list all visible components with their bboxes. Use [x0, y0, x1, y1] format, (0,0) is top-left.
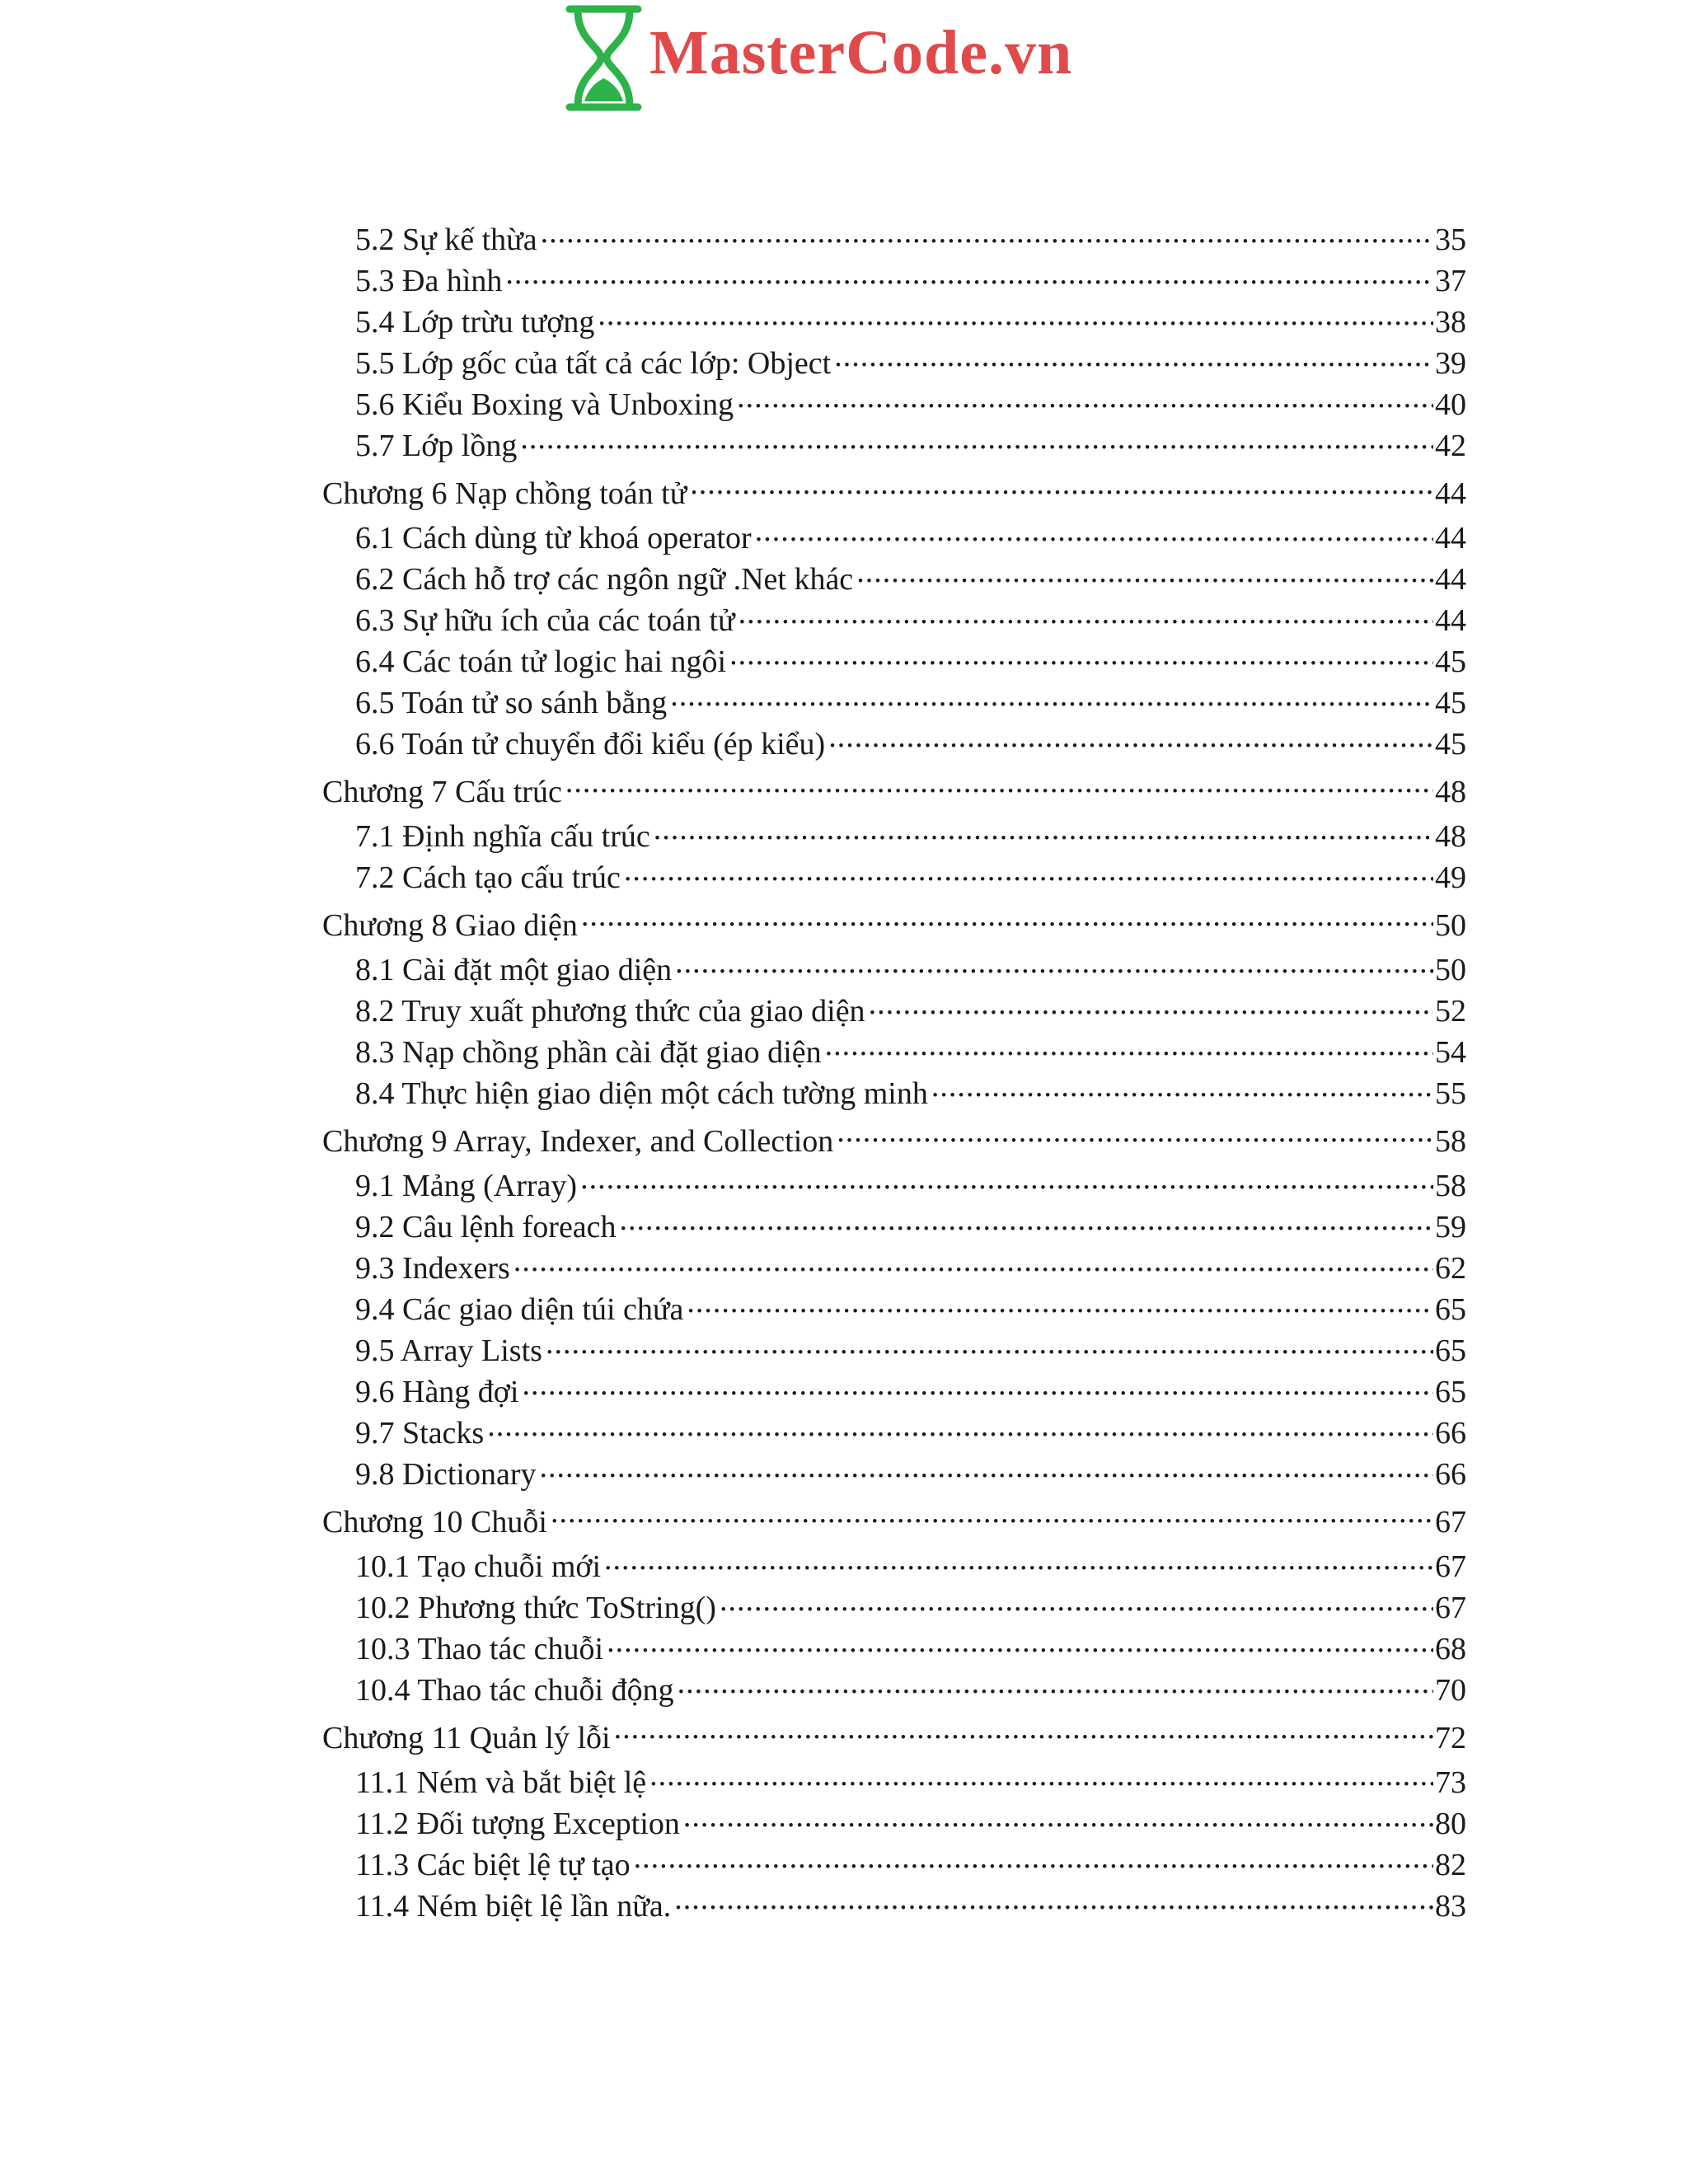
toc-entry-page-number: 44 [1435, 603, 1466, 638]
toc-section-entry[interactable] [322, 424, 1466, 466]
toc-entry-page-number: 44 [1435, 562, 1466, 597]
toc-entry-title: 9.4 Các giao diện túi chứa [355, 1292, 684, 1327]
toc-chapter-entry[interactable] [322, 1710, 1466, 1761]
toc-section-entry[interactable] [322, 1669, 1466, 1710]
toc-entry-title: 9.5 Array Lists [355, 1333, 542, 1368]
toc-entry-page-number: 66 [1435, 1416, 1466, 1451]
dot-leader [674, 1885, 1433, 1916]
toc-entry-title: 9.7 Stacks [355, 1416, 485, 1451]
toc-entry-title: 11.1 Ném và bắt biệt lệ [355, 1765, 647, 1800]
toc-chapter-entry[interactable] [322, 898, 1466, 949]
toc-entry-page-number: 55 [1435, 1076, 1466, 1111]
dot-leader [678, 1669, 1433, 1700]
toc-entry-page-number: 39 [1435, 346, 1466, 381]
toc-section-entry[interactable] [322, 1628, 1466, 1669]
toc-entry-title: 9.8 Dictionary [355, 1457, 537, 1492]
toc-section-entry[interactable] [322, 990, 1466, 1031]
toc-section-entry[interactable] [322, 1761, 1466, 1802]
dot-leader [614, 1717, 1433, 1748]
toc-chapter-entry[interactable] [322, 1113, 1466, 1165]
toc-entry-page-number: 58 [1435, 1169, 1466, 1203]
dot-leader [513, 1247, 1433, 1278]
toc-entry-page-number: 48 [1435, 819, 1466, 854]
dot-leader [720, 1586, 1433, 1618]
toc-entry-page-number: 50 [1435, 953, 1466, 987]
toc-entry-title: 6.4 Các toán tử logic hai ngôi [355, 644, 727, 679]
dot-leader [520, 424, 1433, 456]
toc-chapter-entry[interactable] [322, 1494, 1466, 1545]
toc-entry-title: 8.3 Nạp chồng phần cài đặt giao diện [355, 1035, 822, 1070]
table-of-contents [322, 218, 1466, 1926]
toc-entry-page-number: 45 [1435, 686, 1466, 720]
toc-entry-page-number: 45 [1435, 644, 1466, 679]
toc-entry-title: 10.3 Thao tác chuỗi [355, 1632, 604, 1666]
toc-entry-page-number: 58 [1435, 1124, 1466, 1159]
toc-entry-page-number: 37 [1435, 264, 1466, 298]
dot-leader [737, 383, 1433, 415]
dot-leader [487, 1412, 1433, 1443]
dot-leader [607, 1628, 1433, 1659]
site-logo [565, 0, 1072, 115]
dot-leader [522, 1371, 1433, 1402]
toc-section-entry[interactable] [322, 260, 1466, 301]
toc-section-entry[interactable] [322, 1453, 1466, 1494]
toc-entry-page-number: 65 [1435, 1375, 1466, 1409]
toc-entry-page-number: 67 [1435, 1549, 1466, 1584]
toc-section-entry[interactable] [322, 1371, 1466, 1412]
toc-section-entry[interactable] [322, 1165, 1466, 1206]
toc-section-entry[interactable] [322, 949, 1466, 990]
toc-chapter-entry[interactable] [322, 466, 1466, 517]
toc-entry-page-number: 67 [1435, 1505, 1466, 1540]
toc-entry-page-number: 44 [1435, 476, 1466, 511]
toc-entry-page-number: 49 [1435, 860, 1466, 895]
toc-entry-page-number: 48 [1435, 775, 1466, 809]
toc-entry-title: 6.5 Toán tử so sánh bằng [355, 686, 668, 720]
toc-section-entry[interactable] [322, 1586, 1466, 1628]
toc-entry-page-number: 44 [1435, 521, 1466, 555]
toc-section-entry[interactable] [322, 599, 1466, 640]
dot-leader [654, 815, 1433, 846]
toc-entry-title: 5.6 Kiểu Boxing và Unboxing [355, 387, 734, 422]
dot-leader [649, 1761, 1433, 1793]
toc-section-entry[interactable] [322, 301, 1466, 342]
toc-entry-title: 10.1 Tạo chuỗi mới [355, 1549, 602, 1584]
toc-section-entry[interactable] [322, 558, 1466, 599]
toc-entry-title: 5.3 Đa hình [355, 264, 503, 298]
toc-entry-page-number: 66 [1435, 1457, 1466, 1492]
toc-entry-title: 10.2 Phương thức ToString() [355, 1591, 716, 1625]
dot-leader [729, 640, 1433, 672]
dot-leader [828, 723, 1433, 754]
toc-entry-page-number: 70 [1435, 1673, 1466, 1708]
toc-entry-page-number: 35 [1435, 223, 1466, 257]
dot-leader [675, 949, 1433, 980]
dot-leader [551, 1501, 1433, 1532]
hourglass-icon [565, 2, 643, 114]
dot-leader [541, 218, 1433, 250]
toc-entry-page-number: 73 [1435, 1765, 1466, 1800]
toc-entry-page-number: 42 [1435, 429, 1466, 463]
toc-section-entry[interactable] [322, 218, 1466, 260]
toc-entry-title: 5.2 Sự kế thừa [355, 223, 537, 257]
toc-entry-title: 11.3 Các biệt lệ tự tạo [355, 1848, 631, 1882]
toc-section-entry[interactable] [322, 1247, 1466, 1288]
toc-entry-title: 5.7 Lớp lồng [355, 429, 518, 463]
toc-entry-page-number: 52 [1435, 994, 1466, 1029]
toc-entry-title: 5.4 Lớp trừu tượng [355, 305, 595, 340]
toc-entry-title: 11.2 Đối tượng Exception [355, 1807, 680, 1841]
toc-section-entry[interactable] [322, 856, 1466, 898]
toc-chapter-entry[interactable] [322, 764, 1466, 815]
toc-section-entry[interactable] [322, 1844, 1466, 1885]
toc-entry-page-number: 59 [1435, 1210, 1466, 1244]
dot-leader [540, 1453, 1433, 1484]
toc-entry-title: 6.3 Sự hữu ích của các toán tử [355, 603, 735, 638]
toc-section-entry[interactable] [322, 815, 1466, 856]
dot-leader [834, 342, 1433, 373]
toc-entry-title: 10.4 Thao tác chuỗi động [355, 1673, 674, 1708]
toc-entry-title: Chương 8 Giao diện [322, 908, 578, 943]
toc-entry-page-number: 72 [1435, 1721, 1466, 1755]
toc-entry-page-number: 80 [1435, 1807, 1466, 1841]
dot-leader [856, 558, 1433, 589]
dot-leader [683, 1802, 1433, 1834]
toc-entry-title: 8.4 Thực hiện giao diện một cách tường minh [355, 1076, 928, 1111]
toc-entry-title: 11.4 Ném biệt lệ lần nữa. [355, 1889, 672, 1924]
toc-entry-title: 6.6 Toán tử chuyển đổi kiểu (ép kiểu) [355, 727, 826, 762]
dot-leader [634, 1844, 1433, 1875]
toc-entry-title: 5.5 Lớp gốc của tất cả các lớp: Object [355, 346, 832, 381]
toc-entry-page-number: 82 [1435, 1848, 1466, 1882]
dot-leader [620, 1206, 1433, 1237]
dot-leader [546, 1329, 1433, 1361]
toc-entry-title: 6.2 Cách hỗ trợ các ngôn ngữ .Net khác [355, 562, 854, 597]
dot-leader [565, 771, 1433, 802]
toc-entry-title: 7.2 Cách tạo cấu trúc [355, 860, 621, 895]
toc-entry-title: 8.2 Truy xuất phương thức của giao diện [355, 994, 865, 1029]
toc-section-entry[interactable] [322, 1329, 1466, 1371]
dot-leader [624, 856, 1433, 888]
toc-entry-page-number: 83 [1435, 1889, 1466, 1924]
toc-section-entry[interactable] [322, 1545, 1466, 1586]
toc-entry-page-number: 45 [1435, 727, 1466, 762]
toc-entry-page-number: 38 [1435, 305, 1466, 340]
toc-entry-title: Chương 11 Quản lý lỗi [322, 1721, 611, 1755]
toc-entry-page-number: 40 [1435, 387, 1466, 422]
dot-leader [580, 1165, 1433, 1196]
toc-entry-title: 9.6 Hàng đợi [355, 1375, 519, 1409]
toc-entry-page-number: 65 [1435, 1333, 1466, 1368]
toc-section-entry[interactable] [322, 1885, 1466, 1926]
dot-leader [738, 599, 1433, 630]
toc-entry-page-number: 54 [1435, 1035, 1466, 1070]
toc-section-entry[interactable] [322, 1412, 1466, 1453]
dot-leader [690, 472, 1433, 504]
dot-leader [598, 301, 1433, 332]
dot-leader [604, 1545, 1433, 1577]
toc-section-entry[interactable] [322, 640, 1466, 682]
toc-entry-title: 6.1 Cách dùng từ khoá operator [355, 521, 752, 555]
toc-entry-page-number: 62 [1435, 1251, 1466, 1286]
dot-leader [505, 260, 1433, 291]
toc-section-entry[interactable] [322, 1802, 1466, 1844]
toc-section-entry[interactable] [322, 1288, 1466, 1329]
toc-entry-page-number: 67 [1435, 1591, 1466, 1625]
toc-section-entry[interactable] [322, 383, 1466, 424]
toc-entry-title: 9.3 Indexers [355, 1251, 510, 1286]
toc-entry-page-number: 68 [1435, 1632, 1466, 1666]
dot-leader [931, 1072, 1433, 1104]
dot-leader [670, 682, 1433, 713]
toc-entry-title: 9.2 Câu lệnh foreach [355, 1210, 617, 1244]
toc-section-entry[interactable] [322, 723, 1466, 764]
dot-leader [755, 517, 1433, 548]
toc-entry-title: 7.1 Định nghĩa cấu trúc [355, 819, 650, 854]
toc-entry-title: Chương 10 Chuỗi [322, 1505, 547, 1540]
dot-leader [687, 1288, 1433, 1319]
logo-text: MasterCode.vn [649, 17, 1073, 87]
toc-entry-page-number: 50 [1435, 908, 1466, 943]
toc-entry-title: 8.1 Cài đặt một giao diện [355, 953, 673, 987]
toc-section-entry[interactable] [322, 342, 1466, 383]
toc-section-entry[interactable] [322, 682, 1466, 723]
toc-entry-title: Chương 9 Array, Indexer, and Collection [322, 1124, 834, 1159]
toc-entry-page-number: 65 [1435, 1292, 1466, 1327]
toc-section-entry[interactable] [322, 517, 1466, 558]
toc-entry-title: Chương 7 Cấu trúc [322, 775, 562, 809]
toc-section-entry[interactable] [322, 1072, 1466, 1113]
toc-entry-title: Chương 6 Nạp chồng toán tử [322, 476, 687, 511]
dot-leader [825, 1031, 1433, 1062]
dot-leader [837, 1120, 1433, 1151]
toc-section-entry[interactable] [322, 1031, 1466, 1072]
dot-leader [869, 990, 1433, 1021]
toc-section-entry[interactable] [322, 1206, 1466, 1247]
dot-leader [581, 904, 1433, 935]
toc-entry-title: 9.1 Mảng (Array) [355, 1169, 578, 1203]
